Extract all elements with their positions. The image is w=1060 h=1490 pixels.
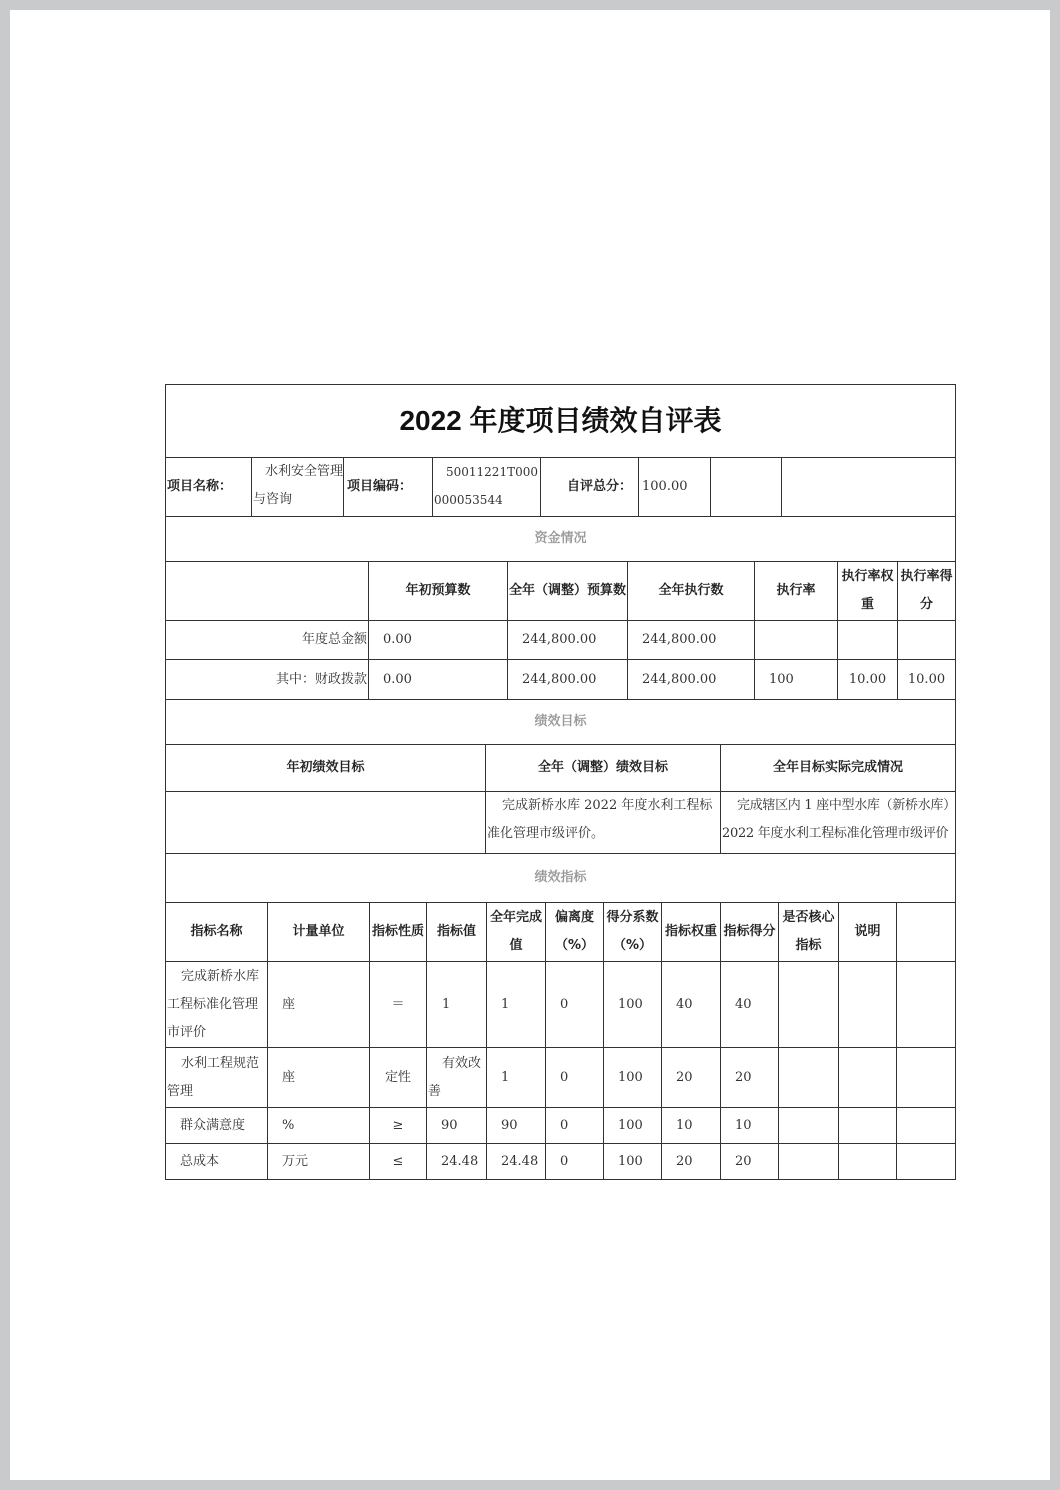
project-name-value: 水利安全管理与咨询 bbox=[252, 458, 344, 517]
project-name-label: 项目名称： bbox=[166, 458, 252, 517]
indicator-weight: 10 bbox=[662, 1108, 721, 1144]
funds-header-weight: 执行率权重 bbox=[838, 562, 898, 621]
indicators-section-title: 绩效指标 bbox=[166, 854, 956, 903]
indicator-deviation: 0 bbox=[546, 1144, 604, 1180]
funds-row-score bbox=[898, 621, 956, 660]
indicator-score: 20 bbox=[721, 1144, 779, 1180]
evaluation-form bbox=[165, 384, 956, 1180]
goals-header-actual: 全年目标实际完成情况 bbox=[721, 745, 956, 792]
indicator-note bbox=[839, 1108, 897, 1144]
indicator-unit: 万元 bbox=[268, 1144, 370, 1180]
indicator-nature: ≥ bbox=[370, 1108, 427, 1144]
indicator-value: 90 bbox=[427, 1108, 487, 1144]
indicator-score: 40 bbox=[721, 962, 779, 1048]
funds-row-label: 其中：财政拨款 bbox=[166, 660, 369, 700]
indicator-header-value: 指标值 bbox=[427, 903, 487, 962]
funds-row-rate bbox=[755, 621, 838, 660]
self-score-label: 自评总分： bbox=[541, 458, 639, 517]
indicator-note bbox=[839, 962, 897, 1048]
indicator-deviation: 0 bbox=[546, 1108, 604, 1144]
indicator-name: 水利工程规范管理 bbox=[166, 1048, 268, 1108]
indicator-unit: 座 bbox=[268, 962, 370, 1048]
indicator-nature: ≤ bbox=[370, 1144, 427, 1180]
indicator-core bbox=[779, 1108, 839, 1144]
funds-row-initial: 0.00 bbox=[369, 621, 508, 660]
goals-adjusted-text: 完成新桥水库 2022 年度水利工程标准化管理市级评价。 bbox=[486, 792, 721, 854]
self-score-value: 100.00 bbox=[639, 458, 711, 517]
goals-header-adjusted: 全年（调整）绩效目标 bbox=[486, 745, 721, 792]
indicator-core bbox=[779, 1144, 839, 1180]
funds-corner-cell bbox=[166, 562, 369, 621]
indicator-coefficient: 100 bbox=[604, 962, 662, 1048]
funds-row-rate: 100 bbox=[755, 660, 838, 700]
indicator-deviation: 0 bbox=[546, 962, 604, 1048]
indicator-value: 1 bbox=[427, 962, 487, 1048]
indicator-weight: 40 bbox=[662, 962, 721, 1048]
funds-row-score: 10.00 bbox=[898, 660, 956, 700]
goals-header-initial: 年初绩效目标 bbox=[166, 745, 486, 792]
funds-row-label: 年度总金额 bbox=[166, 621, 369, 660]
indicator-value: 24.48 bbox=[427, 1144, 487, 1180]
funds-row-adjusted: 244,800.00 bbox=[508, 660, 628, 700]
indicator-deviation: 0 bbox=[546, 1048, 604, 1108]
indicator-nature: 定性 bbox=[370, 1048, 427, 1108]
indicator-header-unit: 计量单位 bbox=[268, 903, 370, 962]
indicator-empty bbox=[897, 1144, 956, 1180]
indicator-header-deviation: 偏离度（%） bbox=[546, 903, 604, 962]
indicator-core bbox=[779, 962, 839, 1048]
indicator-weight: 20 bbox=[662, 1144, 721, 1180]
indicator-nature: ＝ bbox=[370, 962, 427, 1048]
funds-header-adjusted: 全年（调整）预算数 bbox=[508, 562, 628, 621]
indicator-done: 1 bbox=[487, 1048, 546, 1108]
project-code-label: 项目编码： bbox=[344, 458, 433, 517]
funds-header-rate: 执行率 bbox=[755, 562, 838, 621]
indicator-coefficient: 100 bbox=[604, 1108, 662, 1144]
funds-row-adjusted: 244,800.00 bbox=[508, 621, 628, 660]
indicator-header-score: 指标得分 bbox=[721, 903, 779, 962]
indicator-done: 90 bbox=[487, 1108, 546, 1144]
indicator-header-coefficient: 得分系数（%） bbox=[604, 903, 662, 962]
indicator-header-nature: 指标性质 bbox=[370, 903, 427, 962]
indicator-score: 10 bbox=[721, 1108, 779, 1144]
indicator-header-weight: 指标权重 bbox=[662, 903, 721, 962]
header-empty-cell bbox=[782, 458, 956, 517]
indicator-header-empty bbox=[897, 903, 956, 962]
indicator-value: 有效改善 bbox=[427, 1048, 487, 1108]
funds-header-initial: 年初预算数 bbox=[369, 562, 508, 621]
funds-row-weight: 10.00 bbox=[838, 660, 898, 700]
indicator-done: 24.48 bbox=[487, 1144, 546, 1180]
indicator-unit: 座 bbox=[268, 1048, 370, 1108]
funds-row-executed: 244,800.00 bbox=[628, 660, 755, 700]
indicator-header-done: 全年完成值 bbox=[487, 903, 546, 962]
indicator-core bbox=[779, 1048, 839, 1108]
indicator-score: 20 bbox=[721, 1048, 779, 1108]
funds-header-executed: 全年执行数 bbox=[628, 562, 755, 621]
indicator-note bbox=[839, 1048, 897, 1108]
form-title: 2022 年度项目绩效自评表 bbox=[166, 385, 956, 458]
funds-row-initial: 0.00 bbox=[369, 660, 508, 700]
funds-row-executed: 244,800.00 bbox=[628, 621, 755, 660]
indicator-empty bbox=[897, 962, 956, 1048]
indicator-header-name: 指标名称 bbox=[166, 903, 268, 962]
indicator-done: 1 bbox=[487, 962, 546, 1048]
indicator-name: 完成新桥水库工程标准化管理市评价 bbox=[166, 962, 268, 1048]
funds-header-score: 执行率得分 bbox=[898, 562, 956, 621]
indicator-header-core: 是否核心指标 bbox=[779, 903, 839, 962]
goals-initial-text bbox=[166, 792, 486, 854]
indicator-note bbox=[839, 1144, 897, 1180]
indicator-name: 群众满意度 bbox=[166, 1108, 268, 1144]
funds-section-title: 资金情况 bbox=[166, 517, 956, 562]
indicator-name: 总成本 bbox=[166, 1144, 268, 1180]
goals-actual-text: 完成辖区内 1 座中型水库（新桥水库）2022 年度水利工程标准化管理市级评价 bbox=[721, 792, 956, 854]
indicator-weight: 20 bbox=[662, 1048, 721, 1108]
indicator-coefficient: 100 bbox=[604, 1048, 662, 1108]
project-code-value: 50011221T000000053544 bbox=[433, 458, 541, 517]
indicator-header-note: 说明 bbox=[839, 903, 897, 962]
header-empty-cell bbox=[711, 458, 782, 517]
indicator-empty bbox=[897, 1048, 956, 1108]
indicator-coefficient: 100 bbox=[604, 1144, 662, 1180]
indicator-empty bbox=[897, 1108, 956, 1144]
funds-row-weight bbox=[838, 621, 898, 660]
goals-section-title: 绩效目标 bbox=[166, 700, 956, 745]
indicator-unit: % bbox=[268, 1108, 370, 1144]
